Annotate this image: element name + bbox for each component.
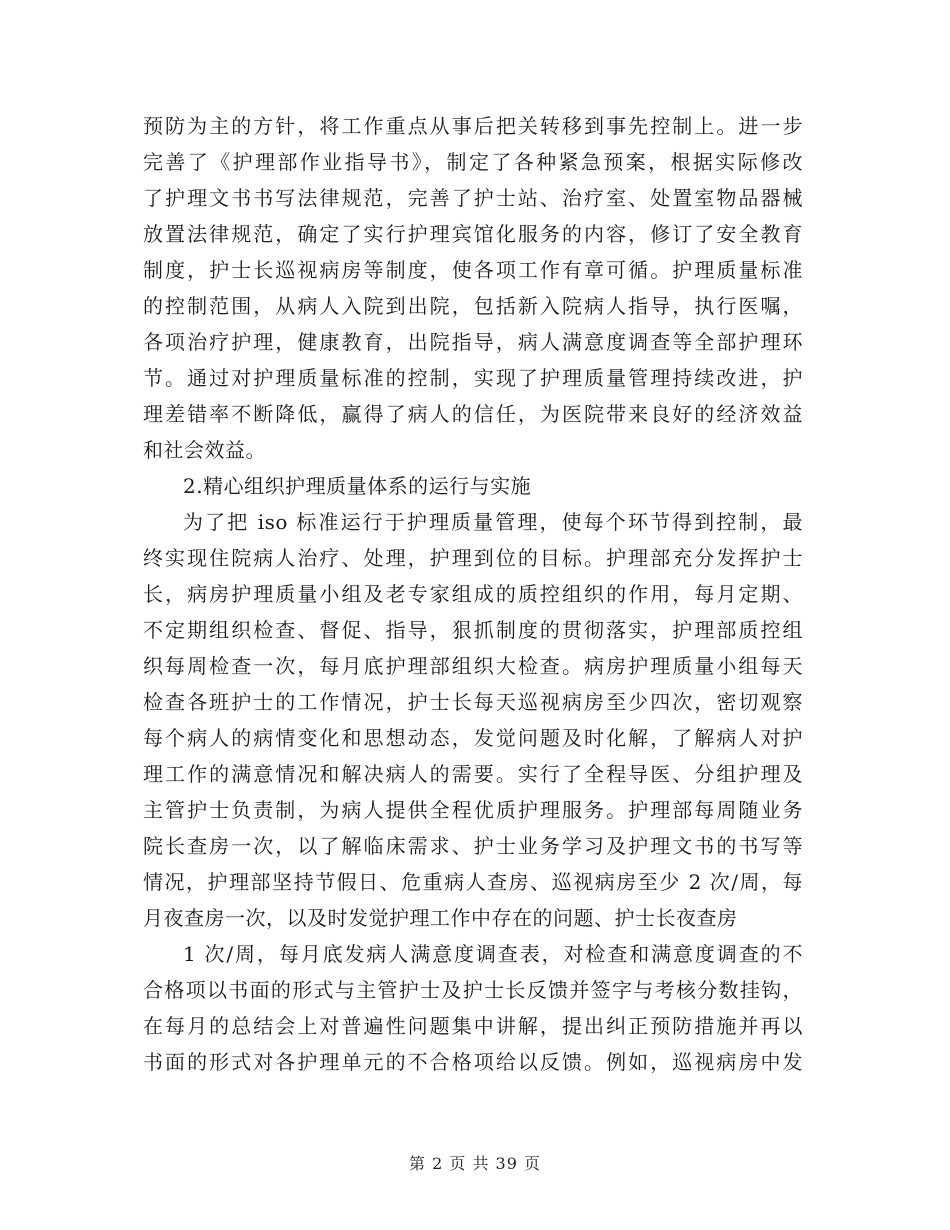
text-line: 不定期组织检查、督促、指导，狠抓制度的贯彻落实，护理部质控组: [143, 618, 803, 642]
text-line: 节。通过对护理质量标准的控制，实现了护理质量管理持续改进，护: [143, 366, 803, 390]
text-line: 各项治疗护理，健康教育，出院指导，病人满意度调查等全部护理环: [143, 330, 803, 354]
text-line: 情况，护理部坚持节假日、危重病人查房、巡视病房至少 2 次/周，每: [143, 870, 803, 894]
text-line: 为了把 iso 标准运行于护理质量管理，使每个环节得到控制，最: [183, 510, 803, 534]
text-line: 院长查房一次，以了解临床需求、护士业务学习及护理文书的书写等: [143, 834, 803, 858]
text-line: 检查各班护士的工作情况，护士长每天巡视病房至少四次，密切观察: [143, 690, 803, 714]
text-line: 每个病人的病情变化和思想动态，发觉问题及时化解，了解病人对护: [143, 726, 803, 750]
text-line: 长，病房护理质量小组及老专家组成的质控组织的作用，每月定期、: [143, 582, 803, 606]
text-line: 主管护士负责制，为病人提供全程优质护理服务。护理部每周随业务: [143, 798, 803, 822]
text-line: 在每月的总结会上对普遍性问题集中讲解，提出纠正预防措施并再以: [143, 1014, 803, 1038]
text-line: 织每周检查一次，每月底护理部组织大检查。病房护理质量小组每天: [143, 654, 803, 678]
text-line: 了护理文书书写法律规范，完善了护士站、治疗室、处置室物品器械: [143, 186, 803, 210]
text-line: 理工作的满意情况和解决病人的需要。实行了全程导医、分组护理及: [143, 762, 803, 786]
section-heading: 2.精心组织护理质量体系的运行与实施: [183, 474, 532, 498]
text-line: 制度，护士长巡视病房等制度，使各项工作有章可循。护理质量标准: [143, 258, 803, 282]
text-line: 放置法律规范，确定了实行护理宾馆化服务的内容，修订了安全教育: [143, 222, 803, 246]
text-line: 书面的形式对各护理单元的不合格项给以反馈。例如，巡视病房中发: [143, 1050, 803, 1074]
text-line: 的控制范围，从病人入院到出院，包括新入院病人指导，执行医嘱，: [143, 294, 803, 318]
text-line: 1 次/周，每月底发病人满意度调查表，对检查和满意度调查的不: [183, 942, 803, 966]
text-line: 预防为主的方针，将工作重点从事后把关转移到事先控制上。进一步: [143, 114, 803, 138]
text-line: 完善了《护理部作业指导书》，制定了各种紧急预案，根据实际修改: [143, 150, 803, 174]
text-line: 月夜查房一次，以及时发觉护理工作中存在的问题、护士长夜查房: [143, 906, 738, 930]
text-line: 和社会效益。: [143, 438, 266, 462]
page-number-footer: 第 2 页 共 39 页: [409, 1154, 541, 1173]
text-line: 理差错率不断降低，赢得了病人的信任，为医院带来良好的经济效益: [143, 402, 803, 426]
text-line: 合格项以书面的形式与主管护士及护士长反馈并签字与考核分数挂钩，: [143, 978, 803, 1002]
text-line: 终实现住院病人治疗、处理，护理到位的目标。护理部充分发挥护士: [143, 546, 803, 570]
body-text: [143, 108, 803, 1080]
